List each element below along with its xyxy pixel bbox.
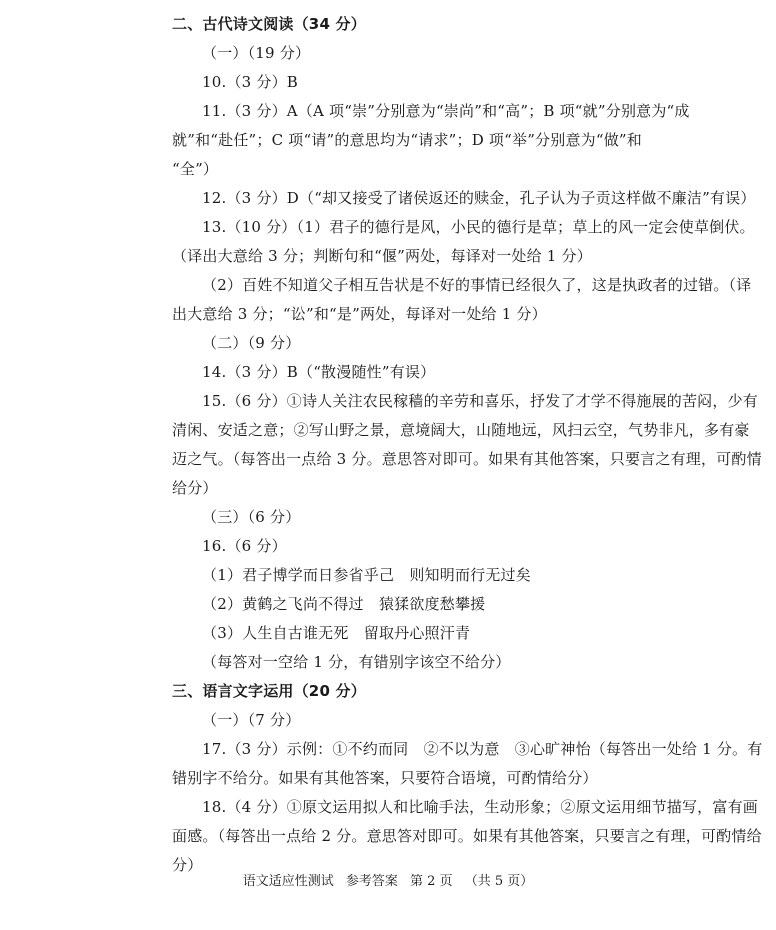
answer-line: 12.（3 分）D（“却又接受了诸侯返还的赎金，孔子认为子贡这样做不廉洁”有误） bbox=[202, 189, 756, 207]
answer-line: 错别字不给分。如果有其他答案，只要符合语境，可酌情给分） bbox=[172, 769, 598, 787]
answer-line: 15.（6 分）①诗人关注农民稼穑的辛劳和喜乐，抒发了才学不得施展的苦闷，少有 bbox=[202, 392, 758, 410]
page-footer bbox=[0, 872, 776, 892]
answer-line: 面感。（每答出一点给 2 分。意思答对即可。如果有其他答案，只要言之有理，可酌情给 bbox=[172, 827, 762, 845]
answer-line: （译出大意给 3 分；判断句和“偃”两处，每译对一处给 1 分） bbox=[172, 247, 592, 265]
answer-line: （3）人生自古谁无死 留取丹心照汗青 bbox=[202, 624, 471, 642]
answer-line: （2）百姓不知道父子相互告状是不好的事情已经很久了，这是执政者的过错。（译 bbox=[202, 276, 752, 294]
answer-line: （二）（9 分） bbox=[202, 334, 301, 352]
footer-total-pages: （共 5 页） bbox=[464, 874, 534, 889]
footer-title: 语文适应性测试 bbox=[242, 874, 334, 889]
answer-line: （三）（6 分） bbox=[202, 508, 301, 526]
answer-line: 出大意给 3 分；“讼”和“是”两处，每译对一处给 1 分） bbox=[172, 305, 547, 323]
answer-line: 清闲、安适之意；②写山野之景，意境阔大，山随地远，风扫云空，气势非凡，多有豪 bbox=[172, 421, 750, 439]
answer-content bbox=[172, 10, 764, 880]
answer-line: 10.（3 分）B bbox=[202, 73, 298, 91]
footer-page-number: 第 2 页 bbox=[410, 874, 453, 889]
answer-line: 14.（3 分）B（“散漫随性”有误） bbox=[202, 363, 436, 381]
section-heading: 二、古代诗文阅读（34 分） bbox=[172, 15, 366, 33]
answer-line: （2）黄鹤之飞尚不得过 猿猱欲度愁攀援 bbox=[202, 595, 486, 613]
answer-line: （每答对一空给 1 分，有错别字该空不给分） bbox=[202, 653, 511, 671]
answer-line: （一）（7 分） bbox=[202, 711, 301, 729]
answer-line: 17.（3 分）示例：①不约而同 ②不以为意 ③心旷神怡（每答出一处给 1 分。有 bbox=[202, 740, 763, 758]
answer-line: 迈之气。（每答出一点给 3 分。意思答对即可。如果有其他答案，只要言之有理，可酌情 bbox=[172, 450, 762, 468]
answer-line: 18.（4 分）①原文运用拟人和比喻手法，生动形象；②原文运用细节描写，富有画 bbox=[202, 798, 758, 816]
answer-line: 分） bbox=[172, 856, 203, 874]
answer-line: “全”） bbox=[172, 160, 219, 178]
answer-line: 给分） bbox=[172, 479, 218, 497]
answer-line: 就”和“赴任”；C 项“请”的意思均为“请求”；D 项“举”分别意为“做”和 bbox=[172, 131, 642, 149]
answer-line: 13.（10 分）（1）君子的德行是风，小民的德行是草；草上的风一定会使草倒伏。 bbox=[202, 218, 755, 236]
answer-line: （1）君子博学而日参省乎己 则知明而行无过矣 bbox=[202, 566, 531, 584]
section-heading: 三、语言文字运用（20 分） bbox=[172, 682, 366, 700]
answer-line: （一）（19 分） bbox=[202, 44, 311, 62]
footer-subtitle: 参考答案 bbox=[345, 874, 398, 889]
answer-line: 16.（6 分） bbox=[202, 537, 287, 555]
answer-line: 11.（3 分）A（A 项“崇”分别意为“崇尚”和“高”；B 项“就”分别意为“成 bbox=[202, 102, 690, 120]
